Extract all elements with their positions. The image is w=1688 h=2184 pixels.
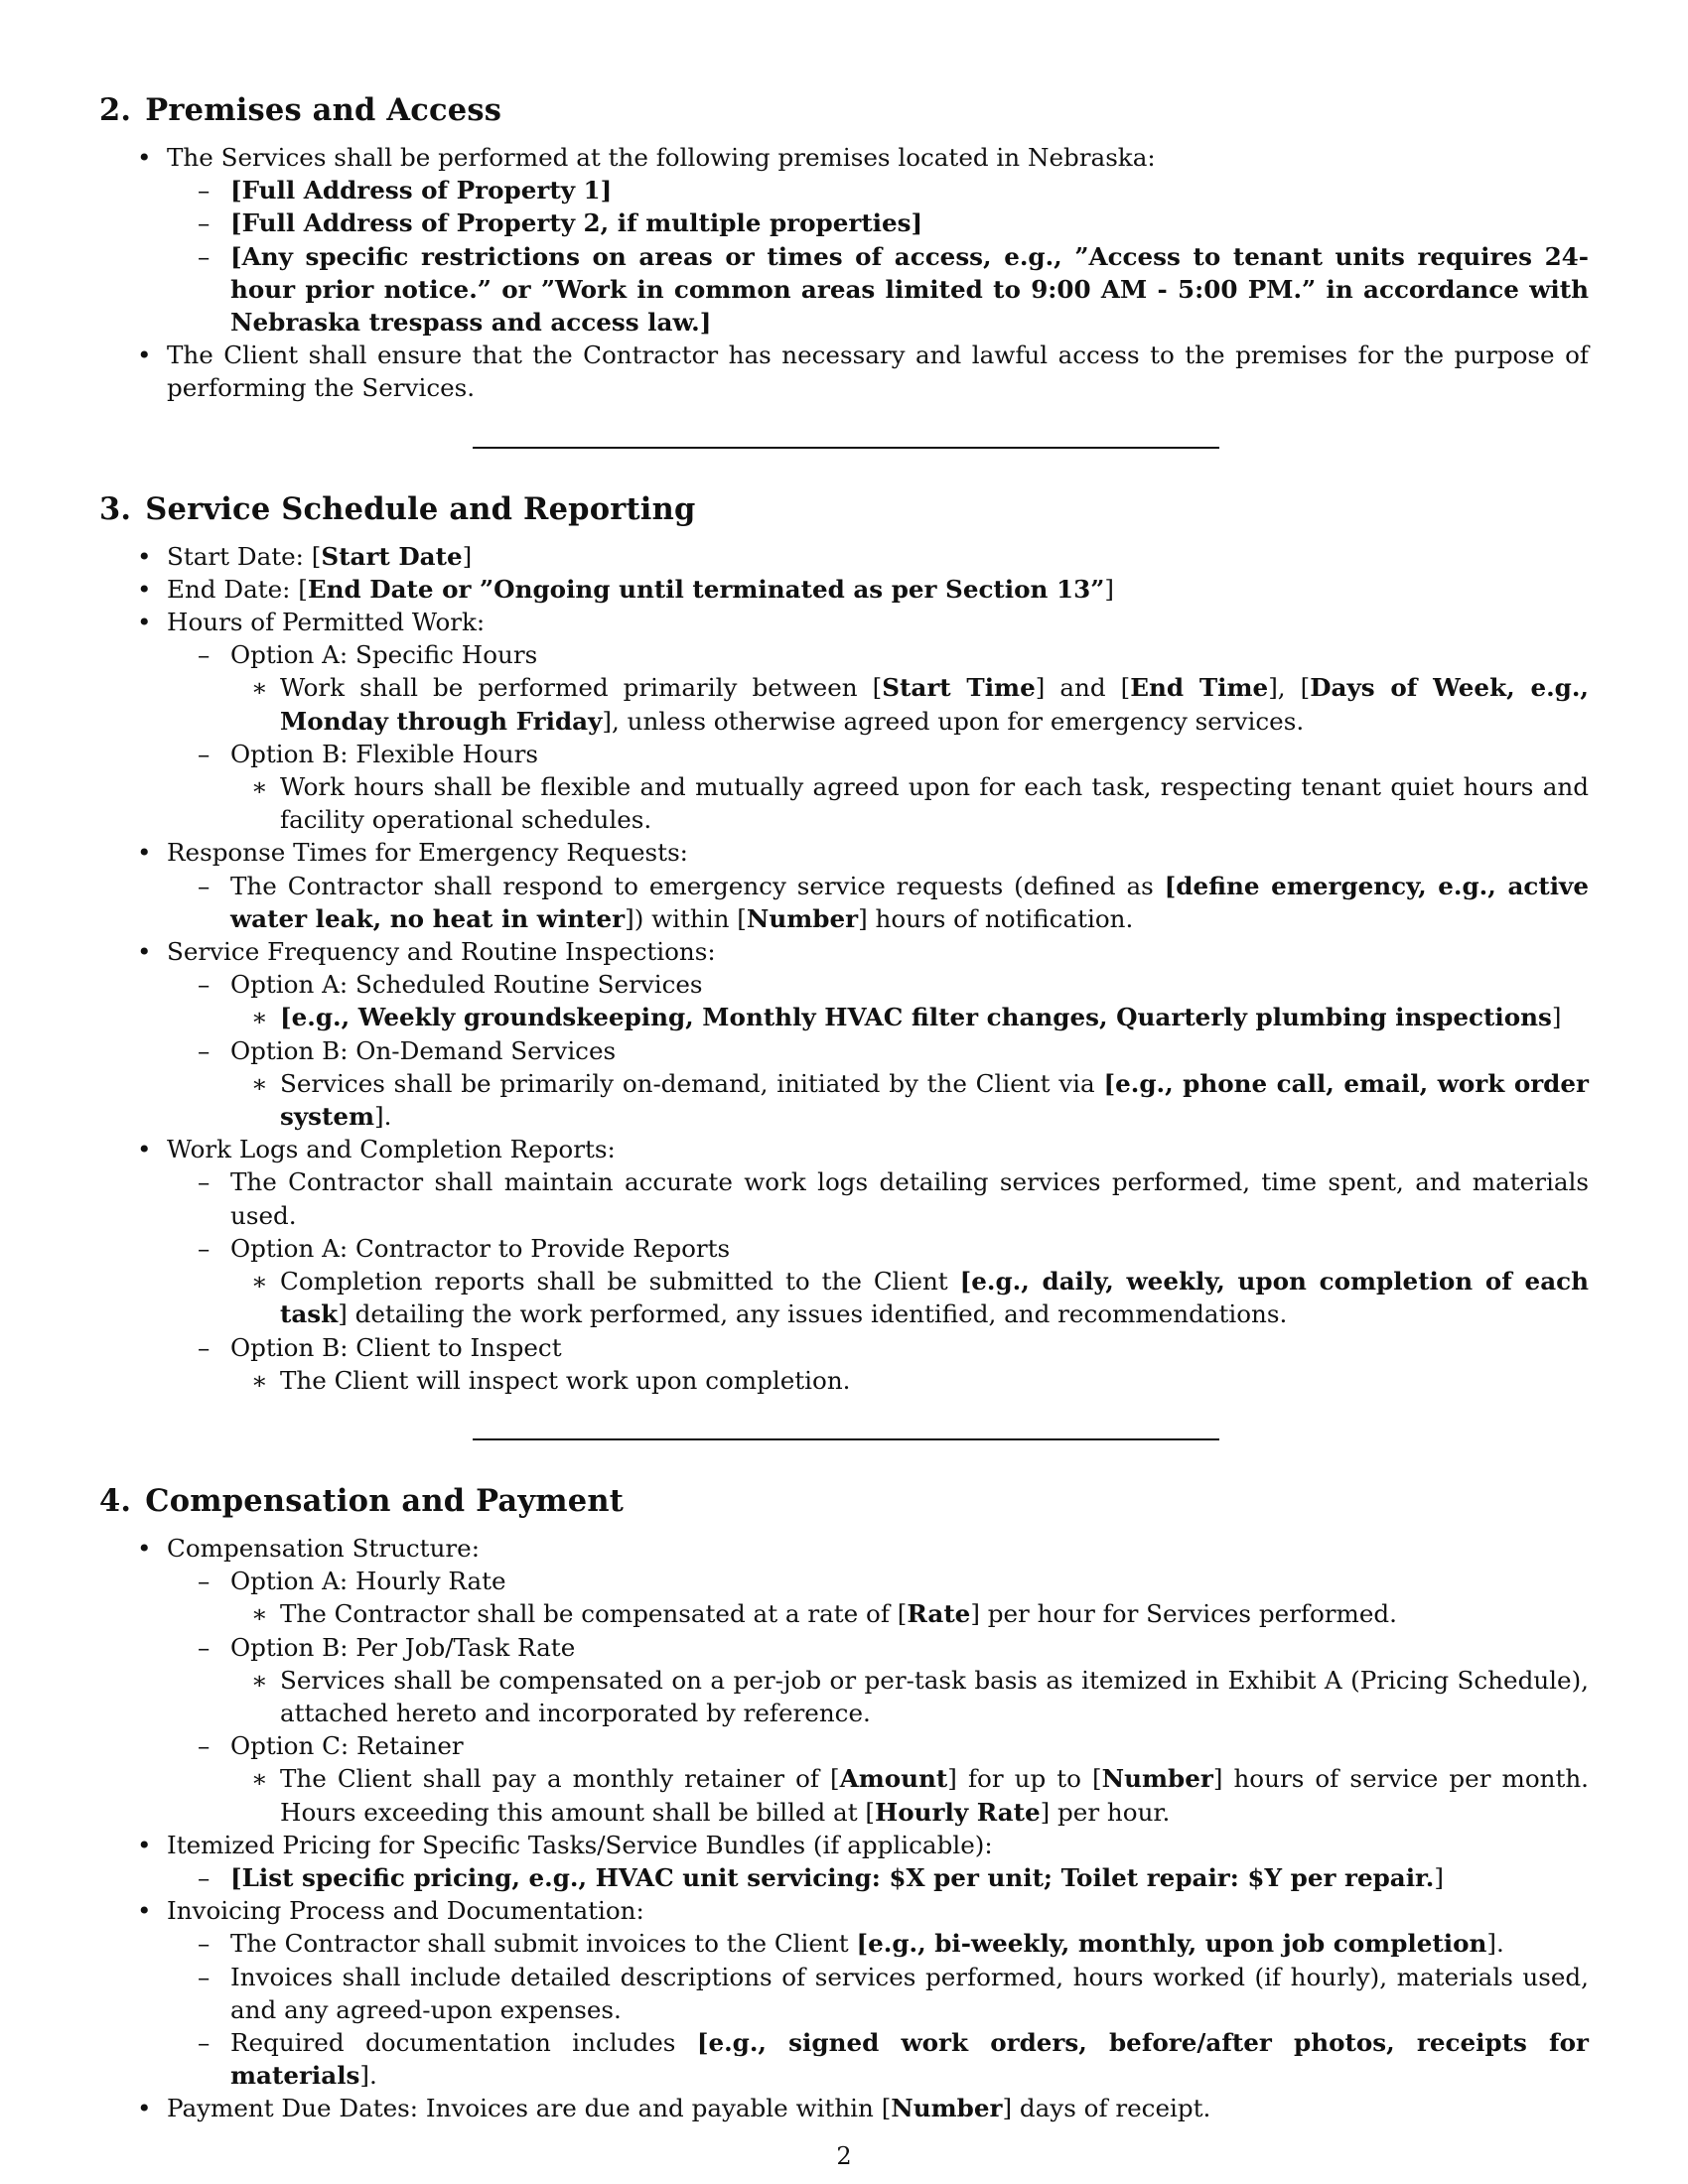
page-number: 2	[836, 2142, 852, 2170]
document-page	[99, 91, 1589, 2125]
list-item: ∗ The Client shall pay a monthly retainer of [Amount] for up to [Number] hours of service per month. Hours exceeding this amount shall be billed at [Hourly Rate] per hour.	[251, 1764, 1589, 1827]
list-item: • Hours of Permitted Work:	[137, 608, 486, 637]
list-item: – Option A: Specific Hours	[198, 640, 538, 670]
list-item: • Work Logs and Completion Reports:	[137, 1135, 616, 1164]
list-item: – The Contractor shall submit invoices to the Client [e.g., bi-weekly, monthly, upon job completion].	[198, 1929, 1504, 1959]
list-item: ∗ The Contractor shall be compensated at a rate of [Rate] per hour for Services performed.	[251, 1599, 1397, 1629]
list-item: • Start Date: [Start Date]	[137, 541, 473, 571]
list-item: ∗ The Client will inspect work upon completion.	[251, 1365, 851, 1395]
list-item: • The Client shall ensure that the Contractor has necessary and lawful access to the premises for the purpose of performing the Services.	[137, 341, 1589, 403]
list-item: – [Full Address of Property 2, if multiple properties]	[198, 208, 923, 238]
list-item: – The Contractor shall maintain accurate work logs detailing services performed, time spent, and materials used.	[198, 1167, 1589, 1230]
section-list	[99, 141, 1589, 405]
list-item: ∗ Work hours shall be flexible and mutually agreed upon for each task, respecting tenant quiet hours and facility operational schedules.	[251, 772, 1589, 835]
list-item: – [Full Address of Property 1]	[198, 176, 613, 205]
section-heading: 2. Premises and Access	[99, 92, 502, 128]
list-item: – Option B: Flexible Hours	[198, 739, 538, 768]
list-item: ∗ Services shall be primarily on-demand, initiated by the Client via [e.g., phone call, email, work order system].	[251, 1068, 1589, 1132]
list-item: • Service Frequency and Routine Inspections:	[137, 937, 716, 967]
list-item: ∗ Completion reports shall be submitted to the Client [e.g., daily, weekly, upon completion of each task] detailing the work performed, any issues identified, and recommendations.	[251, 1267, 1589, 1329]
list-item: • Response Times for Emergency Requests:	[137, 838, 688, 868]
list-item: – Option A: Contractor to Provide Reports	[198, 1233, 731, 1263]
list-item: ∗ Services shall be compensated on a per-job or per-task basis as itemized in Exhibit A (Pricing Schedule), attached hereto and incorporated by reference.	[251, 1665, 1589, 1727]
list-item: – Option A: Scheduled Routine Services	[198, 970, 703, 1000]
horizontal-rule	[473, 1438, 1219, 1440]
list-item: – Option B: Per Job/Task Rate	[198, 1632, 576, 1662]
list-item: – Required documentation includes [e.g., signed work orders, before/after photos, receipts for materials].	[198, 2027, 1589, 2091]
section-heading: 3. Service Schedule and Reporting	[99, 490, 696, 527]
section-list	[99, 540, 1589, 1397]
list-item: – Option B: Client to Inspect	[198, 1332, 562, 1362]
list-item: – The Contractor shall respond to emergency service requests (defined as [define emergency, e.g., active water leak, no heat in winter]) within [Number] hours of notification.	[198, 871, 1589, 933]
list-item: – [List specific pricing, e.g., HVAC unit servicing: $X per unit; Toilet repair: $Y per repair.]	[198, 1862, 1444, 1892]
list-item: ∗ Work shall be performed primarily between [Start Time] and [End Time], [Days of Week, e.g., Monday through Friday], unless otherwise agreed upon for emergency services.	[251, 673, 1589, 736]
list-item: – Invoices shall include detailed descriptions of services performed, hours worked (if hourly), materials used, and any agreed-upon expenses.	[198, 1962, 1589, 2024]
list-item: – Option C: Retainer	[198, 1731, 464, 1761]
list-item: • End Date: [End Date or ”Ongoing until terminated as per Section 13”]	[137, 574, 1114, 604]
list-item: • Invoicing Process and Documentation:	[137, 1896, 644, 1926]
section-heading: 4. Compensation and Payment	[99, 1482, 625, 1519]
list-item: • Payment Due Dates: Invoices are due and payable within [Number] days of receipt.	[137, 2094, 1211, 2123]
list-item: – Option A: Hourly Rate	[198, 1567, 506, 1596]
list-item: – Option B: On-Demand Services	[198, 1035, 617, 1065]
list-item: • Compensation Structure:	[137, 1533, 480, 1563]
list-item: ∗ [e.g., Weekly groundskeeping, Monthly HVAC filter changes, Quarterly plumbing inspections]	[251, 1003, 1562, 1032]
section-list	[99, 1532, 1589, 2125]
list-item: • The Services shall be performed at the following premises located in Nebraska:	[137, 143, 1156, 172]
list-item: – [Any specific restrictions on areas or times of access, e.g., ”Access to tenant units requires 24-hour prior notice.” or ”Work in common areas limited to 9:00 AM - 5:00 PM.” in accordance with Nebraska trespass and access law.]	[198, 241, 1589, 338]
horizontal-rule	[473, 447, 1219, 449]
list-item: • Itemized Pricing for Specific Tasks/Service Bundles (if applicable):	[137, 1830, 993, 1859]
